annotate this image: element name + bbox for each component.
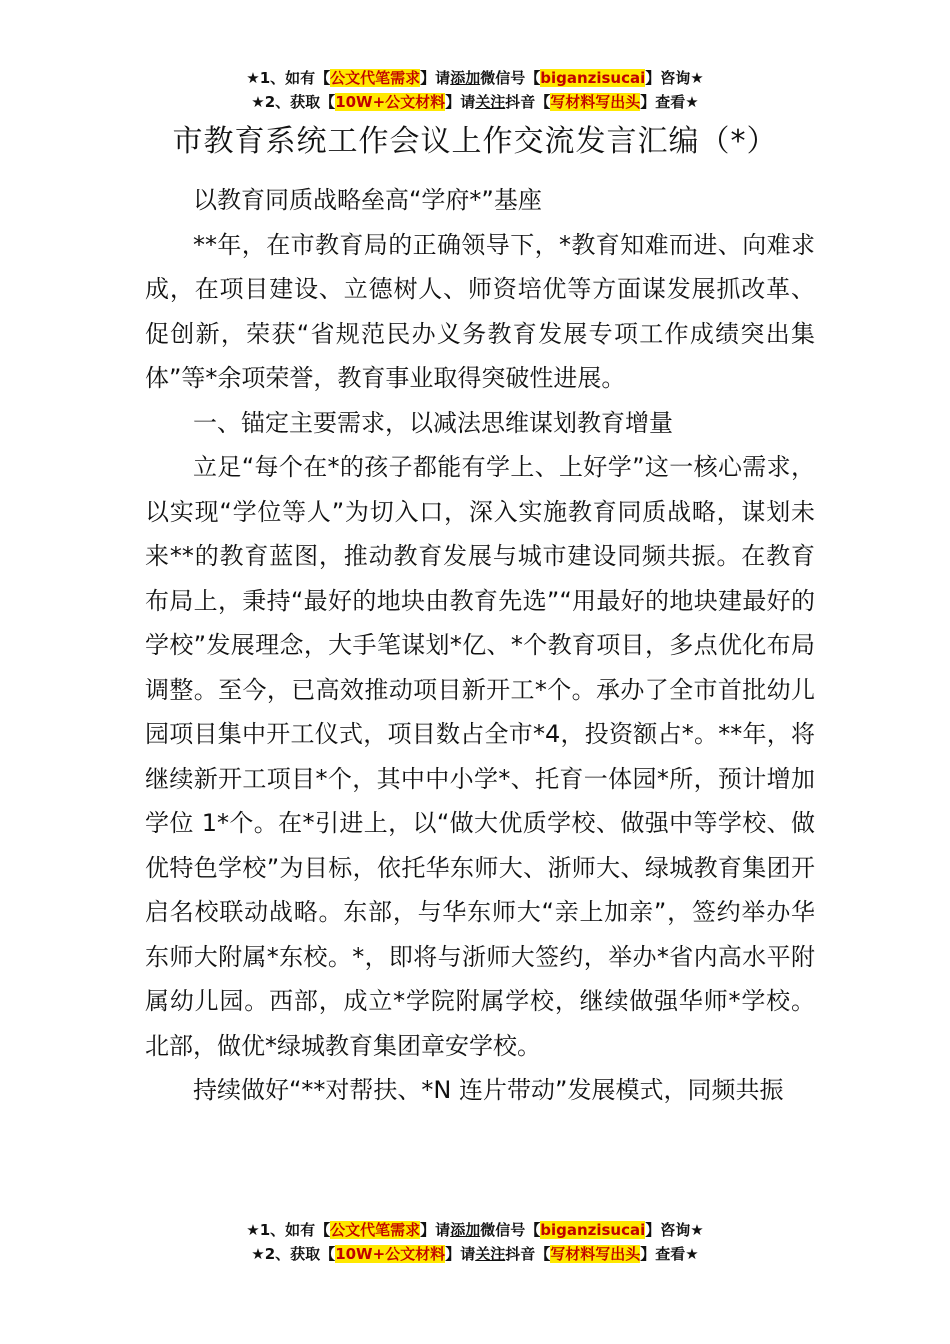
notice-text: 】查看★ xyxy=(640,93,699,111)
header-notice-banner xyxy=(0,66,950,114)
document-title: 市教育系统工作会议上作交流发言汇编（*） xyxy=(172,124,778,159)
notice-text: 】请 xyxy=(445,93,476,111)
notice-text: 微信号【 xyxy=(480,69,541,87)
notice-line-2 xyxy=(0,90,950,114)
body-paragraph: 持续做好“**对帮扶、*N 连片带动”发展模式，同频共振 xyxy=(193,1076,784,1104)
notice-underlined: 关注 xyxy=(475,1245,506,1263)
notice-text: 】请 xyxy=(420,1221,451,1239)
notice-line-1 xyxy=(0,1218,950,1242)
notice-highlight: 公文代笔需求 xyxy=(330,1221,421,1239)
notice-highlight: 10W+公文材料 xyxy=(335,93,446,111)
notice-highlight: 公文代笔需求 xyxy=(330,69,421,87)
notice-text: 】查看★ xyxy=(640,1245,699,1263)
notice-highlight: 10W+公文材料 xyxy=(335,1245,446,1263)
notice-text: 抖音【 xyxy=(505,93,551,111)
section-heading: 一、锚定主要需求，以减法思维谋划教育增量 xyxy=(193,408,673,437)
notice-line-1 xyxy=(0,66,950,90)
notice-text: ★2、获取【 xyxy=(251,93,336,111)
subtitle-paragraph: 以教育同质战略垒高“学府*”基座 xyxy=(193,186,542,214)
notice-text: 】咨询★ xyxy=(645,1221,704,1239)
douyin-highlight: 写材料写出头 xyxy=(550,93,641,111)
notice-text: 】请 xyxy=(420,69,451,87)
notice-text: ★1、如有【 xyxy=(246,69,331,87)
footer-notice-banner xyxy=(0,1218,950,1266)
notice-text: 微信号【 xyxy=(480,1221,541,1239)
notice-text: 】请 xyxy=(445,1245,476,1263)
notice-underlined: 添加 xyxy=(450,69,481,87)
notice-line-2 xyxy=(0,1242,950,1266)
body-paragraph: 立足“每个在*的孩子都能有学上、上好学”这一核心需求，以实现“学位等人”为切入口，深入实施教育同质战略，谋划未来**的教育蓝图，推动教育发展与城市建设同频共振。在教育布局上，秉持“最好的地块由教育先选”“用最好的地块建最好的学校”发展理念，大手笔谋划*亿、*个教育项目，多点优化布局调整。至今，已高效推动项目新开工*个。承办了全市首批幼儿园项目集中开工仪式，项目数占全市*4，投资额占*。**年，将继续新开工项目*个，其中中小学*、托育一体园*所，预计增加学位 1*个。在*引进上，以“做大优质学校、做强中等学校、做优特色学校”为目标，依托华东师大、浙师大、绿城教育集团开启名校联动战略。东部，与华东师大“亲上加亲”，签约举办华东师大附属*东校。*，即将与浙师大签约，举办*省内高水平附属幼儿园。西部，成立*学院附属学校，继续做强华师*学校。北部，做优*绿城教育集团章安学校。 xyxy=(145,453,815,1060)
notice-text: ★2、获取【 xyxy=(251,1245,336,1263)
intro-paragraph: **年，在市教育局的正确领导下，*教育知难而进、向难求成，在项目建设、立德树人、师资培优等方面谋发展抓改革、促创新，荣获“省规范民办义务教育发展专项工作成绩突出集体”等*余项荣誉，教育事业取得突破性进展。 xyxy=(145,230,815,392)
notice-text: ★1、如有【 xyxy=(246,1221,331,1239)
douyin-highlight: 写材料写出头 xyxy=(550,1245,641,1263)
notice-text: 抖音【 xyxy=(505,1245,551,1263)
notice-underlined: 关注 xyxy=(475,93,506,111)
wechat-id-highlight: biganzisucai xyxy=(540,1221,646,1239)
notice-text: 】咨询★ xyxy=(645,69,704,87)
wechat-id-highlight: biganzisucai xyxy=(540,69,646,87)
document-body xyxy=(145,178,815,1113)
notice-underlined: 添加 xyxy=(450,1221,481,1239)
